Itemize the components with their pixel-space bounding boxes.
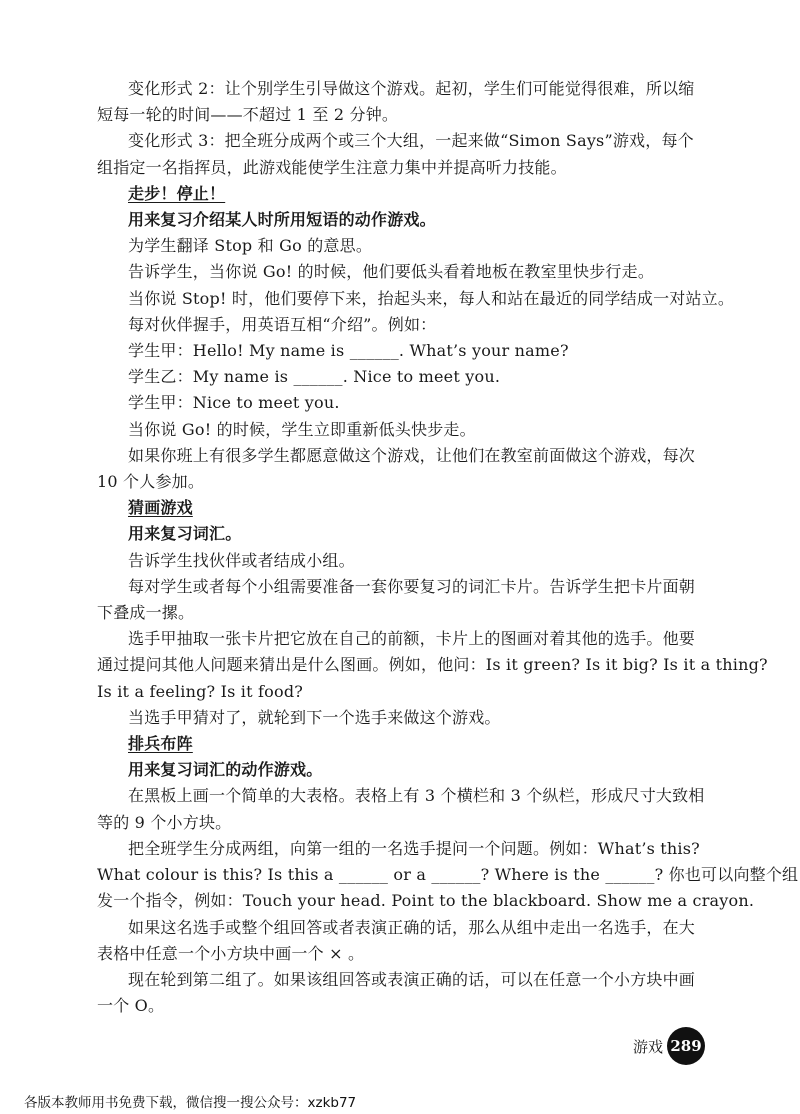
text-line [97, 76, 707, 102]
line-text: 发一个指令，例如：Touch your head. Point to the blackboard. Show me a crayon. [97, 891, 755, 911]
line-text: 为学生翻译 Stop 和 Go 的意思。 [128, 236, 373, 256]
line-text: 告诉学生，当你说 Go! 的时候，他们要低头看着地板在教室里快步行走。 [128, 262, 655, 282]
text-line [97, 259, 707, 285]
download-note: 各版本教师用书免费下载，微信搜一搜公众号：xzkb77 [24, 1095, 357, 1111]
text-line [97, 417, 707, 443]
line-text: 用来复习词汇。 [128, 524, 242, 544]
text-line [97, 574, 707, 600]
line-text: 如果这名选手或整个组回答或者表演正确的话，那么从组中走出一名选手，在大 [128, 917, 696, 937]
line-text: 当你说 Stop! 时，他们要停下来，抬起头来，每人和站在最近的同学结成一对站立。 [128, 288, 735, 308]
text-line [97, 652, 768, 678]
line-text: 告诉学生找伙伴或者结成小组。 [128, 550, 355, 570]
line-text: 10 个人参加。 [97, 472, 205, 492]
text-line [97, 443, 707, 469]
line-text: 变化形式 3：把全班分成两个或三个大组，一起来做“Simon Says”游戏，每个 [128, 131, 694, 151]
text-line [97, 128, 707, 154]
text-line [97, 836, 707, 862]
line-text: 用来复习介绍某人时所用短语的动作游戏。 [128, 210, 436, 230]
line-text: 用来复习词汇的动作游戏。 [128, 760, 323, 780]
line-text: 通过提问其他人问题来猜出是什么图画。例如，他问：Is it green? Is it big? Is it a thing? [97, 655, 768, 675]
line-text: Is it a feeling? Is it food? [97, 681, 304, 701]
text-line [97, 679, 707, 705]
text-line [97, 233, 707, 259]
line-text: 等的 9 个小方块。 [97, 812, 232, 832]
line-text: 如果你班上有很多学生都愿意做这个游戏，让他们在教室前面做这个游戏，每次 [128, 445, 696, 465]
text-line [97, 155, 707, 181]
line-text: 猜画游戏 [128, 498, 193, 518]
line-text: 当你说 Go! 的时候，学生立即重新低头快步走。 [128, 419, 476, 439]
text-line [97, 915, 707, 941]
line-text: 当选手甲猜对了，就轮到下一个选手来做这个游戏。 [128, 707, 501, 727]
text-line [97, 810, 707, 836]
line-text: What colour is this? Is this a ______ or a ______? Where is the ______? 你也可以向整个组 [97, 865, 799, 885]
section-subtitle [97, 207, 707, 233]
line-text: 组指定一名指挥员，此游戏能使学生注意力集中并提高听力技能。 [97, 157, 567, 177]
line-text: 每对学生或者每个小组需要准备一套你要复习的词汇卡片。告诉学生把卡片面朝 [128, 576, 696, 596]
text-line [97, 286, 735, 312]
line-text: 排兵布阵 [128, 734, 193, 754]
line-text: 一个 O。 [97, 996, 165, 1016]
line-text: 变化形式 2：让个别学生引导做这个游戏。起初，学生们可能觉得很难，所以缩 [128, 79, 695, 98]
section-title [97, 181, 707, 207]
section-title [97, 731, 707, 757]
text-line [97, 993, 707, 1019]
section-title [97, 495, 707, 521]
text-line [97, 390, 707, 416]
line-text: 学生乙：My name is ______. Nice to meet you. [128, 367, 501, 387]
text-line [97, 338, 707, 364]
line-text: 短每一轮的时间——不超过 1 至 2 分钟。 [97, 105, 399, 125]
text-line [97, 548, 707, 574]
footer-section-label: 游戏 [633, 1038, 664, 1056]
text-line [97, 941, 707, 967]
text-line [97, 312, 707, 338]
line-text: 下叠成一摞。 [97, 603, 195, 623]
line-text: 把全班学生分成两组，向第一组的一名选手提问一个问题。例如：What’s this? [128, 838, 700, 858]
text-line [97, 364, 707, 390]
text-line [97, 967, 707, 993]
text-line [97, 469, 707, 495]
line-text: 表格中任意一个小方块中画一个 × 。 [97, 943, 365, 963]
section-subtitle [97, 757, 707, 783]
line-text: 每对伙伴握手，用英语互相“介绍”。例如： [128, 314, 437, 334]
line-text: 在黑板上画一个简单的大表格。表格上有 3 个横栏和 3 个纵栏，形成尺寸大致相 [128, 786, 705, 806]
text-line [97, 783, 707, 809]
line-text: 学生甲：Nice to meet you. [128, 393, 340, 413]
line-text: 现在轮到第二组了。如果该组回答或表演正确的话，可以在任意一个小方块中画 [128, 969, 696, 989]
text-line [97, 102, 707, 128]
line-text: 选手甲抽取一张卡片把它放在自己的前额，卡片上的图画对着其他的选手。他要 [128, 629, 696, 649]
line-text: 学生甲：Hello! My name is ______. What’s your name? [128, 341, 569, 361]
line-text: 走步！停止！ [128, 183, 226, 203]
section-subtitle [97, 521, 707, 547]
page-number-badge: 289 [667, 1027, 705, 1065]
text-line [97, 888, 755, 914]
page-body [97, 76, 799, 1019]
text-line [97, 626, 707, 652]
text-line [97, 600, 707, 626]
text-line [97, 705, 707, 731]
text-line [97, 862, 799, 888]
